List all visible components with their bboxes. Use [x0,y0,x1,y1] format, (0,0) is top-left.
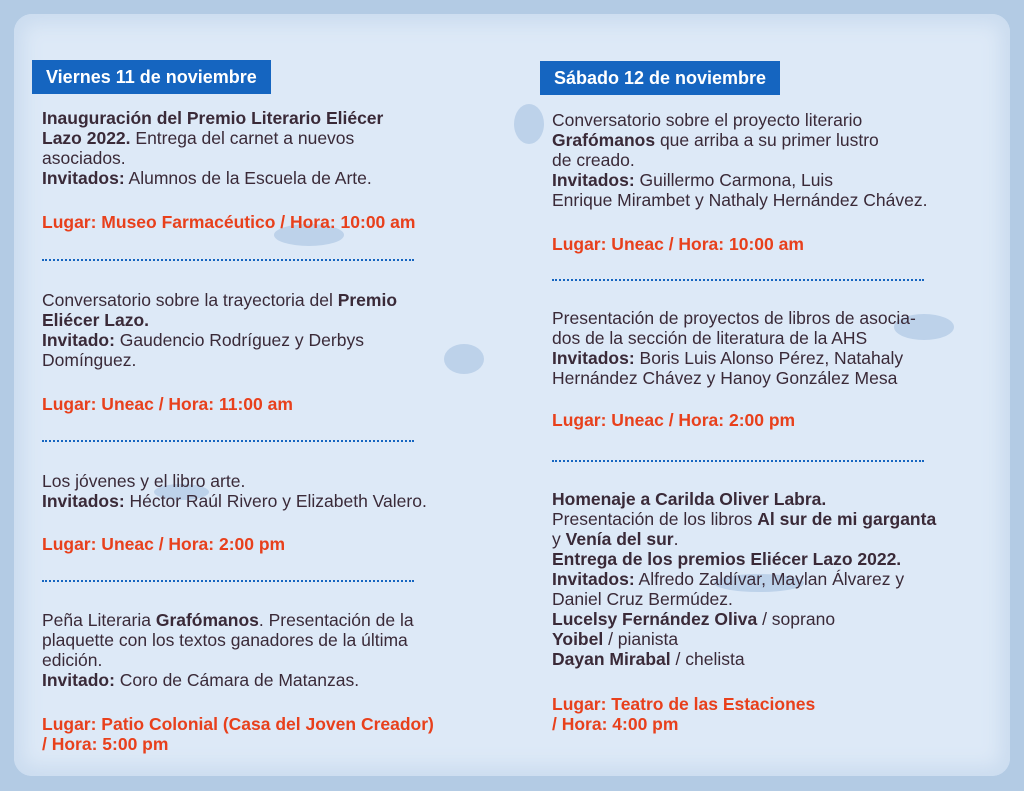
event-proyectos-libros [552,308,992,388]
guests-text: Alfredo Zaldívar, Maylan Álvarez y [634,569,905,589]
guests-label: Invitado: [42,330,115,350]
dotted-separator [42,580,414,582]
performer-role: / chelista [670,649,745,669]
performer-name: Lucelsy Fernández Oliva [552,609,758,629]
saturday-date-badge: Sábado 12 de noviembre [540,61,780,95]
event-homenaje-carilda [552,489,992,669]
book-title: Venía del sur [565,529,674,549]
event-title: Premio [337,290,398,310]
guests-label: Invitados: [552,348,635,368]
guests-label: Invitados: [552,170,635,190]
event-title: Grafómanos [552,130,656,150]
event-location-time: Lugar: Uneac / Hora: 2:00 pm [42,534,286,554]
event-location-time: Lugar: Uneac / Hora: 10:00 am [552,234,804,254]
guests-text: Héctor Raúl Rivero y Elizabeth Valero. [124,491,427,511]
event-title: Grafómanos [155,610,259,630]
guests-label: Invitados: [552,569,635,589]
event-inauguracion [42,108,492,188]
event-text: asociados. [42,148,126,168]
dotted-separator [42,259,414,261]
guests-text: Hernández Chávez y Hanoy González Mesa [552,368,898,388]
event-location-time [42,714,434,754]
event-location-time [552,694,815,734]
book-title: Al sur de mi garganta [757,509,937,529]
location-line: Lugar: Teatro de las Estaciones [552,694,816,714]
guests-text: Enrique Mirambet y Nathaly Hernández Chávez. [552,190,928,210]
location-line: Lugar: Patio Colonial (Casa del Joven Creador) [42,714,434,734]
time-line: / Hora: 5:00 pm [42,734,169,754]
guests-text: Domínguez. [42,350,137,370]
time-line: / Hora: 4:00 pm [552,714,679,734]
event-text: Entrega del carnet a nuevos [130,128,355,148]
event-conversatorio-premio [42,290,492,370]
performer-role: / pianista [603,629,679,649]
event-text: y [552,529,566,549]
event-text: edición. [42,650,103,670]
friday-date-badge: Viernes 11 de noviembre [32,60,271,94]
event-text: . [673,529,679,549]
event-pena-literaria [42,610,492,690]
guests-label: Invitados: [42,168,125,188]
guests-text: Gaudencio Rodríguez y Derbys [114,330,364,350]
event-title: Inauguración del Premio Literario Eliécer [42,108,384,128]
dotted-separator [552,279,924,281]
event-title: Entrega de los premios Eliécer Lazo 2022. [552,549,902,569]
event-title: Lazo 2022. [42,128,131,148]
event-text: Los jóvenes y el libro arte. [42,471,246,491]
guests-text: Boris Luis Alonso Pérez, Natahaly [634,348,904,368]
event-text: que arriba a su primer lustro [655,130,879,150]
event-location-time: Lugar: Uneac / Hora: 11:00 am [42,394,293,414]
event-libro-arte [42,471,492,511]
event-conversatorio-grafomanos [552,110,992,210]
event-text: plaquette con los textos ganadores de la última [42,630,408,650]
performer-name: Yoibel [552,629,604,649]
event-text: . Presentación de la [258,610,414,630]
event-text: Presentación de los libros [552,509,758,529]
performer-name: Dayan Mirabal [552,649,671,669]
guests-text: Guillermo Carmona, Luis [634,170,834,190]
event-title: Eliécer Lazo. [42,310,149,330]
dotted-separator [552,460,924,462]
texture-speck [514,104,544,144]
event-text: Peña Literaria [42,610,156,630]
guests-text: Coro de Cámara de Matanzas. [114,670,360,690]
performer-role: / soprano [757,609,836,629]
event-text: de creado. [552,150,635,170]
event-title: Homenaje a Carilda Oliver Labra. [552,489,827,509]
guests-label: Invitados: [42,491,125,511]
guests-label: Invitado: [42,670,115,690]
guests-text: Daniel Cruz Bermúdez. [552,589,733,609]
dotted-separator [42,440,414,442]
event-text: Conversatorio sobre el proyecto literario [552,110,863,130]
event-location-time: Lugar: Museo Farmacéutico / Hora: 10:00 am [42,212,416,232]
event-location-time: Lugar: Uneac / Hora: 2:00 pm [552,410,796,430]
event-text: Conversatorio sobre la trayectoria del [42,290,338,310]
guests-text: Alumnos de la Escuela de Arte. [124,168,372,188]
event-text: dos de la sección de literatura de la AHS [552,328,868,348]
event-text: Presentación de proyectos de libros de asocia- [552,308,916,328]
